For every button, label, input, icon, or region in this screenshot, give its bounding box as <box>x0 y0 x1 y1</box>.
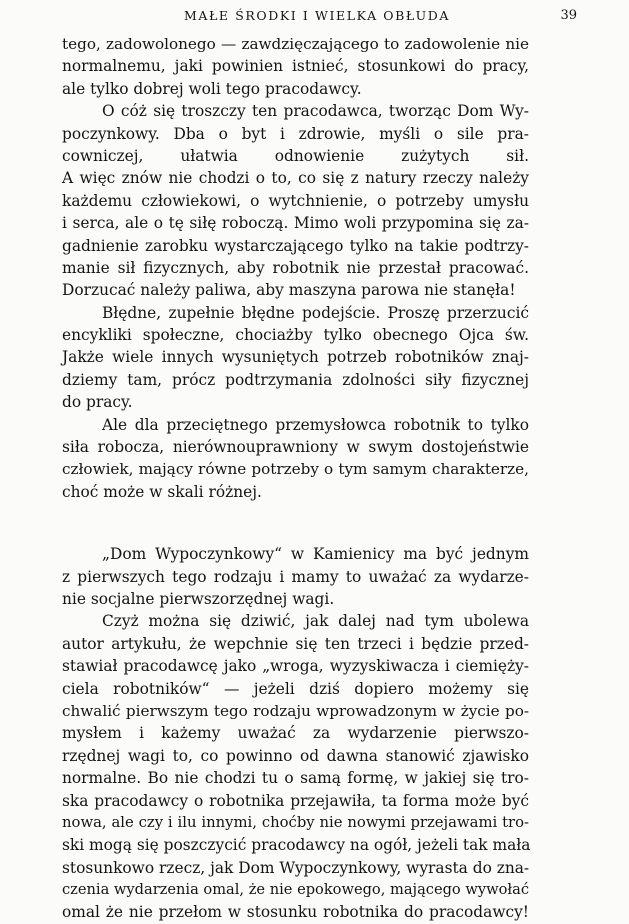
text-line: ska pracodawcy o robotnika przejawiła, ta forma może być <box>62 791 529 810</box>
text-line: Czyż można się dziwić, jak dalej nad tym ubolewa <box>102 612 529 631</box>
text-line: manie sił fizycznych, aby robotnik nie przestał pracować. <box>62 258 529 277</box>
text-line: Dorzucać należy paliwa, aby maszyna parowa nie stanęła! <box>62 281 516 300</box>
running-title: MAŁE ŚRODKI I WIELKA OBŁUDA <box>183 8 451 23</box>
text-line: ciela robotników“ — jeżeli dziś dopiero możemy się <box>62 679 529 698</box>
text-line: normalne. Bo nie chodzi tu o samą formę, w jakiej się tro- <box>62 769 529 788</box>
text-line: Błędne, zupełnie błędne podejście. Proszę przerzucić <box>102 303 529 322</box>
text-line: nie socjalne pierwszorzędnej wagi. <box>62 589 335 608</box>
text-line: człowiek, mający równe potrzeby o tym samym charakterze, <box>62 460 529 479</box>
text-line: każdemu człowiekowi, o wytchnienie, o potrzeby umysłu <box>62 191 529 210</box>
text-line: normalnemu, jaki powinien istnieć, stosunkowi do pracy, <box>62 57 529 76</box>
text-line: A więc znów nie chodzi o to, co się z natury rzeczy należy <box>62 169 529 188</box>
text-line: nowa, ale czy i ilu innymi, choćby nie nowymi przejawami tro- <box>62 813 529 831</box>
text-line: gadnienie zarobku wystarczającego tylko na takie podtrzy- <box>62 236 529 255</box>
text-line: Jakże wiele innych wysuniętych potrzeb robotników znaj- <box>62 348 529 367</box>
text-line: ale tylko dobrej woli tego pracodawcy. <box>62 79 362 98</box>
text-line: czenia wydarzenia omal, że nie epokowego, mającego wywołać <box>62 881 529 899</box>
text-line: omal że nie przełom w stosunku robotnika do pracodawcy! <box>62 903 529 922</box>
text-line: Ale dla przeciętnego przemysłowca robotnik to tylko <box>102 415 529 434</box>
text-line: ski mogą się poszczycić pracodawcy na ogół, jeżeli tak mała <box>62 836 531 855</box>
body-text <box>62 33 529 924</box>
text-line: O cóż się troszczy ten pracodawca, tworząc Dom Wy- <box>102 102 529 121</box>
text-line: dziemy tam, prócz podtrzymania zdolności siły fizycznej <box>62 370 529 389</box>
text-line: encykliki społeczne, chociażby tylko obecnego Ojca św. <box>62 326 529 345</box>
text-line: mysłem i każemy uważać za wydarzenie pierwszo- <box>62 724 529 743</box>
text-line: stawiał pracodawcę jako „wroga, wyzyskiwacza i ciemięży- <box>62 657 529 676</box>
text-line: i serca, ale o tę siłę roboczą. Mimo woli przypomina się za- <box>62 214 529 233</box>
text-line: cowniczej, ułatwia odnowienie zużytych sił. <box>62 146 529 165</box>
text-line: tego, zadowolonego — zawdzięczającego to zadowolenie nie <box>62 35 529 53</box>
text-line: chwalić pierwszym tego rodzaju wprowadzonym w życie po- <box>62 701 529 720</box>
text-line: poczynkowy. Dba o byt i zdrowie, myśli o sile pra- <box>62 124 529 143</box>
text-line: do pracy. <box>62 393 133 412</box>
text-line: siła robocza, nierównouprawniony w swym dostojeństwie <box>62 438 529 457</box>
text-line: rzędnej wagi to, co powinno od dawna stanowić zjawisko <box>62 746 529 765</box>
section-gap <box>62 503 529 543</box>
text-line: choć może w skali różnej. <box>62 482 262 501</box>
text-line: stosunkowo rzecz, jak Dom Wypoczynkowy, wyrasta do zna- <box>62 858 530 877</box>
running-head <box>57 8 577 26</box>
text-line: z pierwszych tego rodzaju i mamy to uważać za wydarze- <box>62 567 529 586</box>
page-number: 39 <box>560 8 577 23</box>
text-line: autor artykułu, że wepchnie się ten trzeci i będzie przed- <box>62 634 529 653</box>
text-line: „Dom Wypoczynkowy“ w Kamienicy ma być jednym <box>102 545 529 564</box>
